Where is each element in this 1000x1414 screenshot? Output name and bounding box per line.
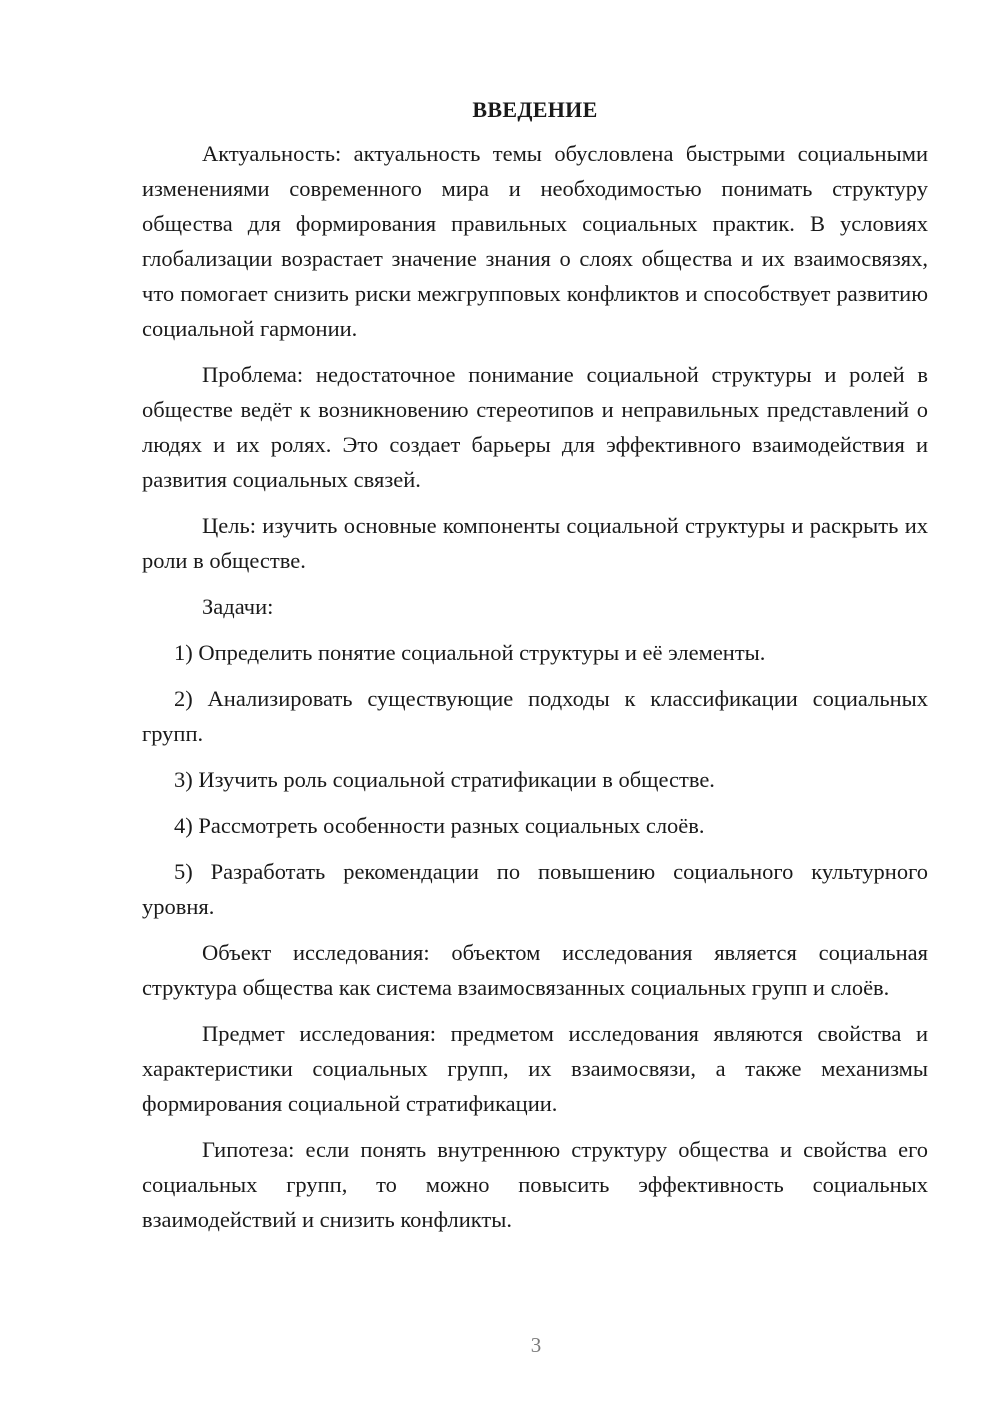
task-item-3: 3) Изучить роль социальной стратификации в обществе. <box>174 767 715 792</box>
document-body <box>142 94 928 1248</box>
task-item-4: 4) Рассмотреть особенности разных социальных слоёв. <box>174 813 705 838</box>
paragraph-subject: Предмет исследования: предметом исследования являются свойства и характеристики социальных групп, их взаимосвязи, а также механизмы формирования социальной стратификации. <box>142 1021 928 1116</box>
paragraph-tasks-heading: Задачи: <box>202 594 274 619</box>
task-item-2: 2) Анализировать существующие подходы к классификации социальных групп. <box>142 686 928 746</box>
paragraph-problem: Проблема: недостаточное понимание социальной структуры и ролей в обществе ведёт к возникновению стереотипов и неправильных представлений о людях и их ролях. Это создает барьеры для эффективного взаимодействия и развития социальных связей. <box>142 362 928 492</box>
task-item-1: 1) Определить понятие социальной структуры и её элементы. <box>174 640 766 665</box>
section-heading: ВВЕДЕНИЕ <box>472 97 598 122</box>
task-item-5: 5) Разработать рекомендации по повышению социального культурного уровня. <box>142 859 928 919</box>
page-number: 3 <box>530 1333 542 1357</box>
paragraph-relevance: Актуальность: актуальность темы обусловлена быстрыми социальными изменениями современного мира и необходимостью понимать структуру общества для формирования правильных социальных практик. В условиях глобализации возрастает значение знания о слоях общества и их взаимосвязях, что помогает снизить риски межгрупповых конфликтов и способствует развитию социальной гармонии. <box>142 141 928 341</box>
paragraph-object: Объект исследования: объектом исследования является социальная структура общества как система взаимосвязанных социальных групп и слоёв. <box>142 940 928 1000</box>
paragraph-goal: Цель: изучить основные компоненты социальной структуры и раскрыть их роли в обществе. <box>142 513 928 573</box>
paragraph-hypothesis: Гипотеза: если понять внутреннюю структуру общества и свойства его социальных групп, то можно повысить эффективность социальных взаимодействий и снизить конфликты. <box>142 1137 928 1232</box>
